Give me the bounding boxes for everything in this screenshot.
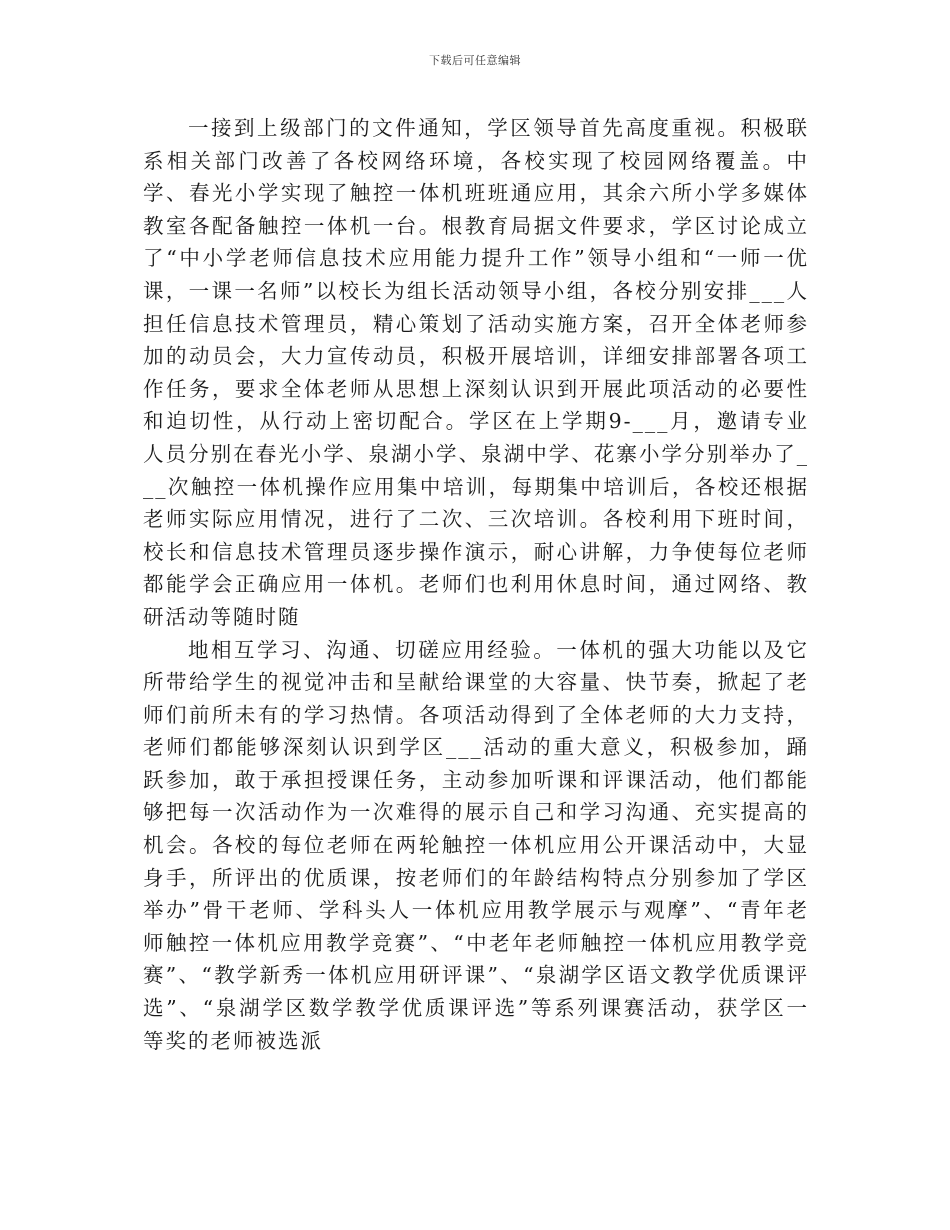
paragraph-2: 地相互学习、沟通、切磋应用经验。一体机的强大功能以及它所带给学生的视觉冲击和呈献给课堂的大容量、快节奏，掀起了老师们前所未有的学习热情。各项活动得到了全体老师的大力支持，老师们都能够深刻认识到学区___活动的重大意义，积极参加，踊跃参加，敢于承担授课任务，主动参加听课和评课活动，他们都能够把每一次活动作为一次难得的展示自己和学习沟通、充实提高的机会。各校的每位老师在两轮触控一体机应用公开课活动中，大显身手，所评出的优质课，按老师们的年龄结构特点分别参加了学区举办”骨干老师、学科头人一体机应用教学展示与观摩”、“青年老师触控一体机应用教学竞赛”、“中老年老师触控一体机应用教学竞赛”、“教学新秀一体机应用研评课”、“泉湖学区语文教学优质课评选”、“泉湖学区数学教学优质课评选”等系列课赛活动，获学区一等奖的老师被选派: [143, 637, 809, 1053]
page-header: 下载后可任意编辑: [429, 54, 521, 67]
document-body: [143, 112, 809, 1057]
paragraph-1: 一接到上级部门的文件通知，学区领导首先高度重视。积极联系相关部门改善了各校网络环境，各校实现了校园网络覆盖。中学、春光小学实现了触控一体机班班通应用，其余六所小学多媒体教室各配备触控一体机一台。根教育局据文件要求，学区讨论成立了“中小学老师信息技术应用能力提升工作”领导小组和“一师一优课，一课一名师”以校长为组长活动领导小组，各校分别安排___人担任信息技术管理员，精心策划了活动实施方案，召开全体老师参加的动员会，大力宣传动员，积极开展培训，详细安排部署各项工作任务，要求全体老师从思想上深刻认识到开展此项活动的必要性和迫切性，从行动上密切配合。学区在上学期9-___月，邀请专业人员分别在春光小学、泉湖小学、泉湖中学、花寨小学分别举办了___次触控一体机操作应用集中培训，每期集中培训后，各校还根据老师实际应用情况，进行了二次、三次培训。各校利用下班时间，校长和信息技术管理员逐步操作演示，耐心讲解，力争使每位老师都能学会正确应用一体机。老师们也利用休息时间，通过网络、教研活动等随时随: [143, 116, 809, 629]
